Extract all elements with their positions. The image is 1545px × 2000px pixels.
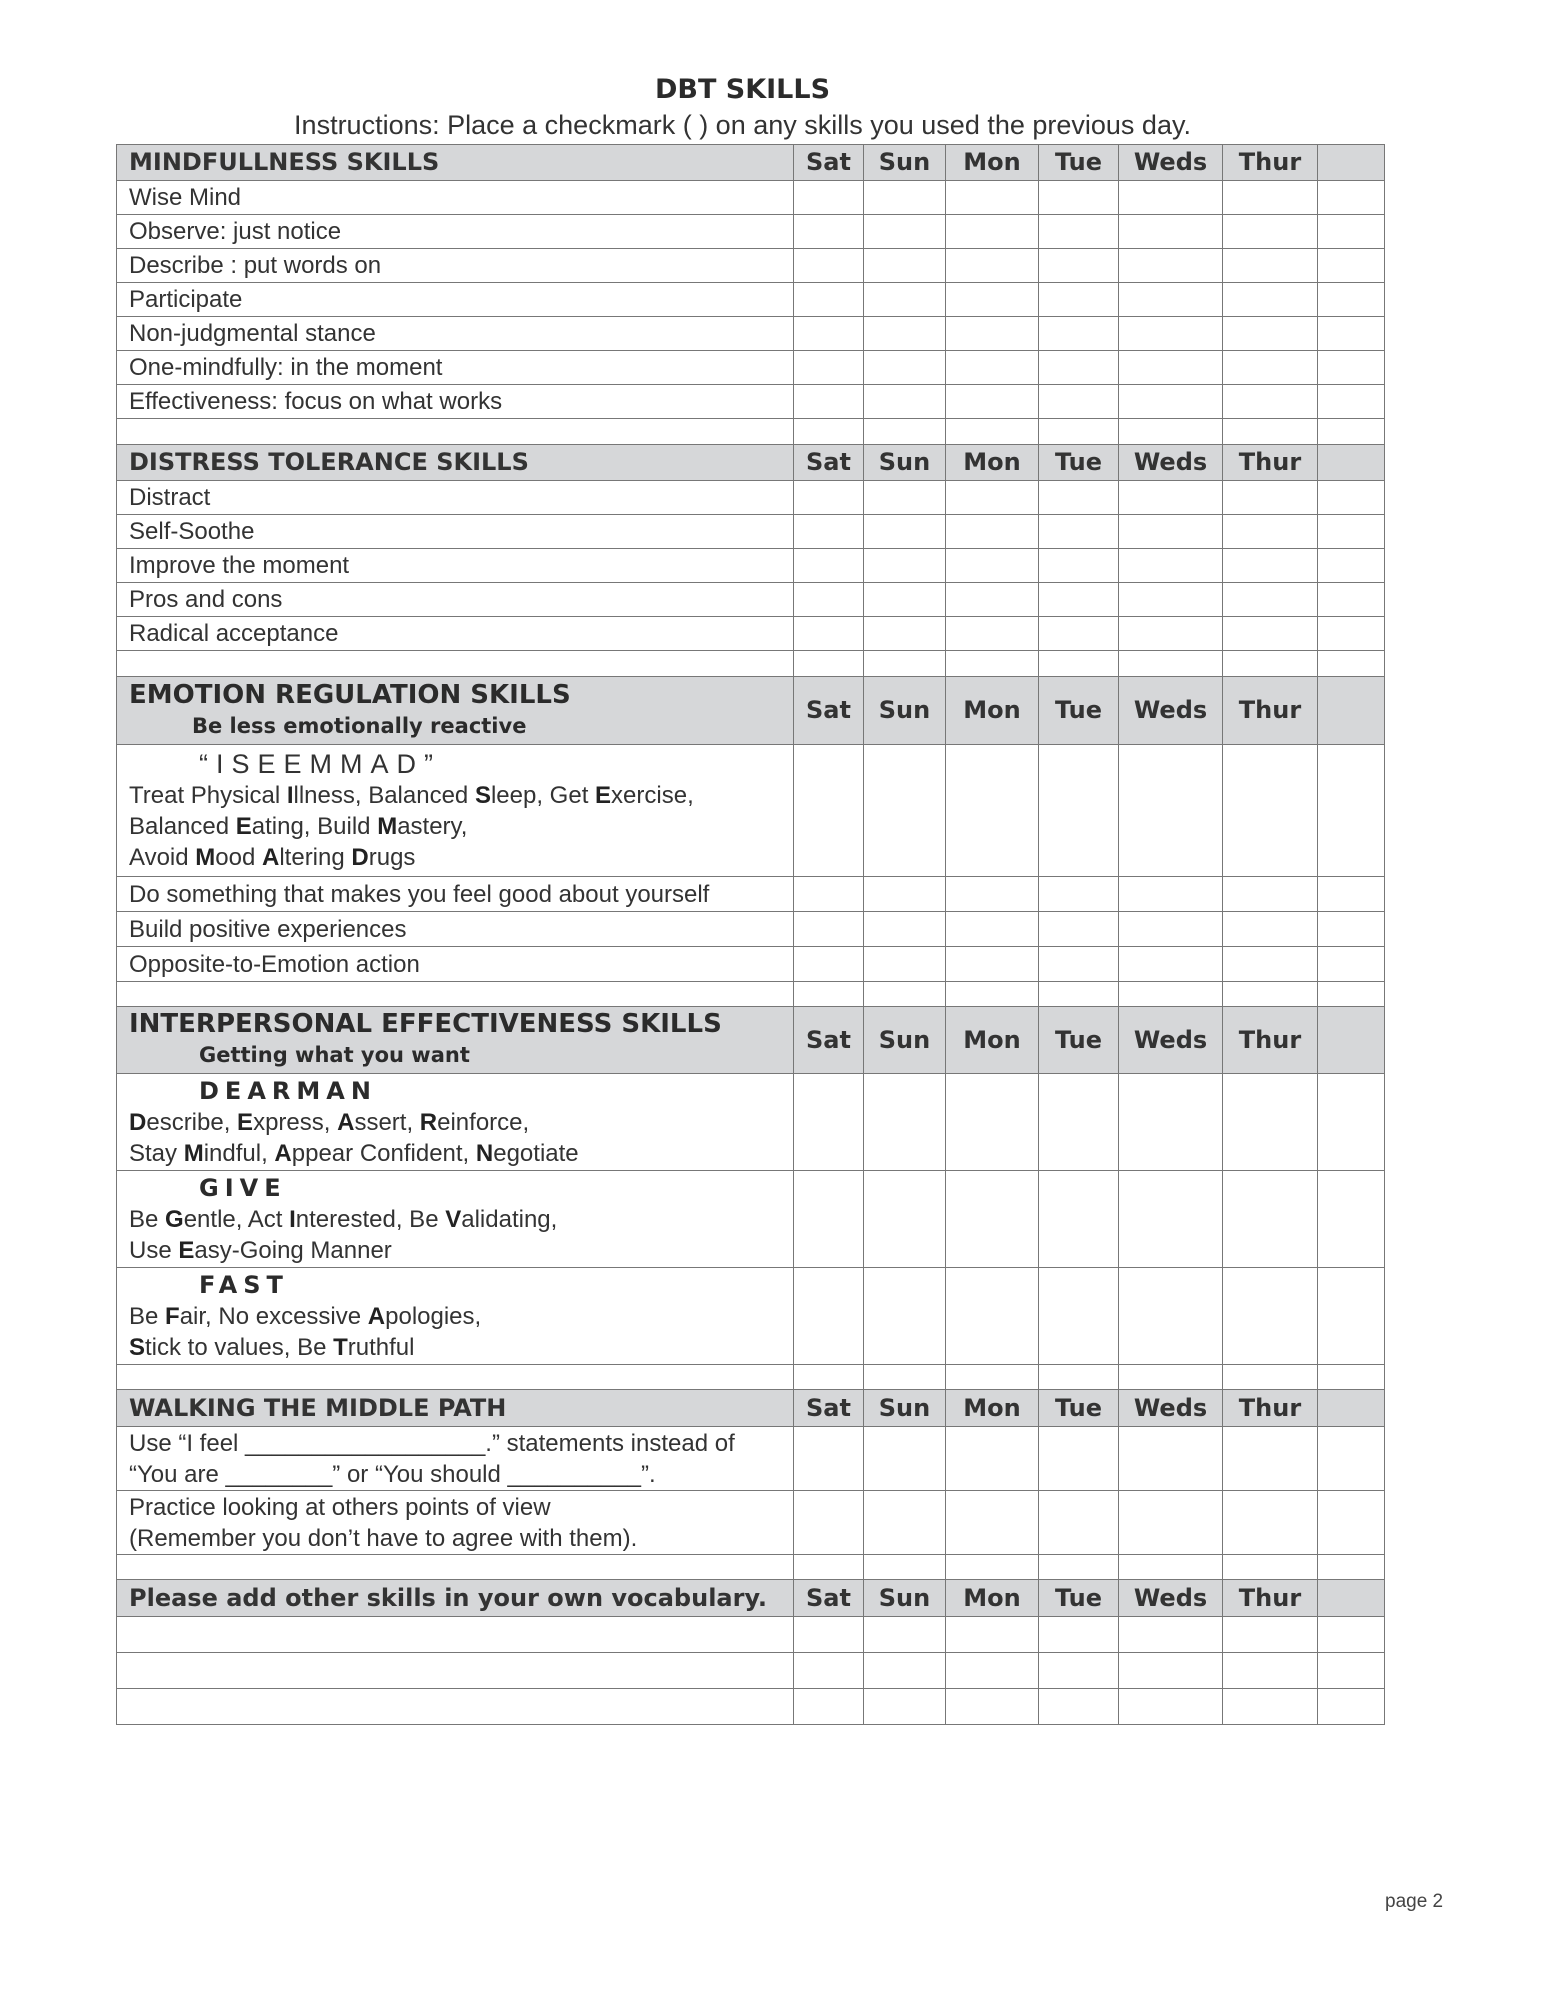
day-header-sat: Sat: [794, 677, 864, 745]
check-cell[interactable]: [1318, 351, 1385, 385]
skill-row: [117, 215, 1385, 249]
check-cell[interactable]: [1119, 283, 1223, 317]
check-cell[interactable]: [1223, 745, 1318, 877]
check-cell[interactable]: [794, 283, 864, 317]
day-header-mon: Mon: [946, 445, 1039, 481]
check-cell[interactable]: [1223, 1074, 1318, 1171]
check-cell[interactable]: [1119, 617, 1223, 651]
day-header-sat: Sat: [794, 1007, 864, 1074]
check-cell[interactable]: [1318, 1617, 1385, 1653]
check-cell[interactable]: [1119, 912, 1223, 947]
emotion-header-cell: [117, 677, 794, 745]
check-cell[interactable]: [864, 583, 946, 617]
day-header-thur: Thur: [1223, 677, 1318, 745]
check-cell[interactable]: [946, 351, 1039, 385]
check-cell[interactable]: [946, 877, 1039, 912]
blank-skill-input[interactable]: [117, 1617, 794, 1653]
check-cell[interactable]: [1039, 351, 1119, 385]
day-header-thur: Thur: [1223, 1580, 1318, 1617]
check-cell[interactable]: [794, 1074, 864, 1171]
check-cell[interactable]: [946, 385, 1039, 419]
skill-label: Self-Soothe: [117, 515, 794, 549]
day-header-blank: [1318, 1007, 1385, 1074]
check-cell[interactable]: [794, 745, 864, 877]
give-line-1: Be Gentle, Act Interested, Be Validating,: [129, 1205, 558, 1233]
check-cell[interactable]: [1119, 1427, 1223, 1491]
check-cell[interactable]: [1223, 283, 1318, 317]
check-cell[interactable]: [1039, 745, 1119, 877]
interpersonal-title: INTERPERSONAL EFFECTIVENESS SKILLS: [129, 1009, 722, 1039]
check-cell[interactable]: [1318, 583, 1385, 617]
skill-label: Wise Mind: [117, 181, 794, 215]
day-header-mon: Mon: [946, 1390, 1039, 1427]
check-cell[interactable]: [1119, 745, 1223, 877]
check-cell[interactable]: [1119, 351, 1223, 385]
check-cell[interactable]: [1039, 877, 1119, 912]
check-cell[interactable]: [794, 1171, 864, 1268]
emotion-header-row: [117, 677, 1385, 745]
fast-cell: [117, 1268, 794, 1365]
day-header-weds: Weds: [1119, 1580, 1223, 1617]
day-header-thur: Thur: [1223, 145, 1318, 181]
check-cell[interactable]: [1318, 515, 1385, 549]
check-cell[interactable]: [946, 617, 1039, 651]
check-cell[interactable]: [1039, 1171, 1119, 1268]
skill-row: [117, 283, 1385, 317]
check-cell[interactable]: [1119, 481, 1223, 515]
day-header-mon: Mon: [946, 1007, 1039, 1074]
check-cell[interactable]: [1039, 385, 1119, 419]
day-header-weds: Weds: [1119, 677, 1223, 745]
check-cell[interactable]: [946, 317, 1039, 351]
check-cell[interactable]: [794, 1617, 864, 1653]
check-cell[interactable]: [1223, 1491, 1318, 1555]
check-cell[interactable]: [1039, 1617, 1119, 1653]
check-cell[interactable]: [1119, 549, 1223, 583]
check-cell[interactable]: [864, 351, 946, 385]
day-header-sat: Sat: [794, 1580, 864, 1617]
skill-label: Improve the moment: [117, 549, 794, 583]
fast-acronym: FAST: [199, 1270, 289, 1299]
other-header-row: [117, 1580, 1385, 1617]
other-title: Please add other skills in your own vocabulary.: [117, 1580, 794, 1617]
check-cell[interactable]: [1119, 385, 1223, 419]
skill-label: Participate: [117, 283, 794, 317]
page-title: DBT SKILLS: [654, 74, 831, 105]
spacer-row: [117, 982, 1385, 1007]
skill-label: Do something that makes you feel good about yourself: [117, 877, 794, 912]
check-cell[interactable]: [864, 1427, 946, 1491]
day-header-blank: [1318, 1580, 1385, 1617]
check-cell[interactable]: [1119, 947, 1223, 982]
check-cell[interactable]: [1223, 947, 1318, 982]
skill-label: Describe : put words on: [117, 249, 794, 283]
day-header-tue: Tue: [1039, 677, 1119, 745]
iseemmad-line-3: Avoid Mood Altering Drugs: [129, 843, 416, 871]
spacer-row: [117, 1365, 1385, 1390]
day-header-sun: Sun: [864, 1390, 946, 1427]
check-cell[interactable]: [864, 283, 946, 317]
check-cell[interactable]: [1223, 515, 1318, 549]
check-cell[interactable]: [1119, 1268, 1223, 1365]
check-cell[interactable]: [1223, 1617, 1318, 1653]
check-cell[interactable]: [1039, 317, 1119, 351]
check-cell[interactable]: [794, 912, 864, 947]
check-cell[interactable]: [1119, 515, 1223, 549]
skill-row-give: [117, 1171, 1385, 1268]
check-cell[interactable]: [1318, 617, 1385, 651]
check-cell[interactable]: [1223, 583, 1318, 617]
skill-label-points-of-view: Practice looking at others points of view (Remember you don’t have to agree with them).: [117, 1491, 794, 1555]
skill-label: Non-judgmental stance: [117, 317, 794, 351]
check-cell[interactable]: [794, 877, 864, 912]
check-cell[interactable]: [946, 912, 1039, 947]
check-cell[interactable]: [1039, 1653, 1119, 1689]
check-cell[interactable]: [864, 1653, 946, 1689]
check-cell[interactable]: [1318, 181, 1385, 215]
day-header-blank: [1318, 445, 1385, 481]
interpersonal-header-row: [117, 1007, 1385, 1074]
check-cell[interactable]: [1119, 181, 1223, 215]
check-cell[interactable]: [1039, 515, 1119, 549]
blank-skill-row: [117, 1689, 1385, 1725]
dearman-line-2: Stay Mindful, Appear Confident, Negotiate: [129, 1139, 579, 1167]
dearman-line-1: Describe, Express, Assert, Reinforce,: [129, 1108, 530, 1136]
skill-label: Effectiveness: focus on what works: [117, 385, 794, 419]
fast-line-2: Stick to values, Be Truthful: [129, 1333, 415, 1361]
check-cell[interactable]: [864, 912, 946, 947]
check-cell[interactable]: [1223, 877, 1318, 912]
skill-row: [117, 1491, 1385, 1555]
check-cell[interactable]: [946, 249, 1039, 283]
give-cell: [117, 1171, 794, 1268]
check-cell[interactable]: [1318, 1171, 1385, 1268]
mindfulness-header-row: [117, 145, 1385, 181]
middle-header-row: [117, 1390, 1385, 1427]
check-cell[interactable]: [1318, 912, 1385, 947]
check-cell[interactable]: [1223, 351, 1318, 385]
check-cell[interactable]: [1039, 249, 1119, 283]
check-cell[interactable]: [794, 947, 864, 982]
day-header-sat: Sat: [794, 1390, 864, 1427]
check-cell[interactable]: [1318, 385, 1385, 419]
day-header-sun: Sun: [864, 145, 946, 181]
check-cell[interactable]: [794, 1427, 864, 1491]
check-cell[interactable]: [864, 515, 946, 549]
check-cell[interactable]: [1119, 215, 1223, 249]
skill-row: [117, 249, 1385, 283]
day-header-mon: Mon: [946, 1580, 1039, 1617]
skill-label: One-mindfully: in the moment: [117, 351, 794, 385]
dearman-acronym: DEARMAN: [199, 1076, 377, 1105]
check-cell[interactable]: [1318, 283, 1385, 317]
check-cell[interactable]: [794, 249, 864, 283]
check-cell[interactable]: [1039, 481, 1119, 515]
day-header-sat: Sat: [794, 445, 864, 481]
check-cell[interactable]: [1318, 745, 1385, 877]
check-cell[interactable]: [1039, 283, 1119, 317]
check-cell[interactable]: [1119, 877, 1223, 912]
skill-row: [117, 515, 1385, 549]
check-cell[interactable]: [1318, 249, 1385, 283]
check-cell[interactable]: [1119, 1689, 1223, 1725]
emotion-title: EMOTION REGULATION SKILLS: [129, 679, 571, 710]
day-header-weds: Weds: [1119, 1390, 1223, 1427]
skill-row: [117, 583, 1385, 617]
skill-row: [117, 1427, 1385, 1491]
skill-row: [117, 351, 1385, 385]
blank-skill-input[interactable]: [117, 1653, 794, 1689]
check-cell[interactable]: [946, 745, 1039, 877]
check-cell[interactable]: [864, 249, 946, 283]
check-cell[interactable]: [1318, 947, 1385, 982]
check-cell[interactable]: [1119, 583, 1223, 617]
check-cell[interactable]: [794, 481, 864, 515]
iseemmad-acronym: “ISEEMMAD”: [199, 748, 441, 779]
skill-row: [117, 181, 1385, 215]
check-cell[interactable]: [946, 947, 1039, 982]
check-cell[interactable]: [1039, 947, 1119, 982]
day-header-blank: [1318, 145, 1385, 181]
check-cell[interactable]: [794, 515, 864, 549]
check-cell[interactable]: [1223, 1268, 1318, 1365]
distress-header-row: [117, 445, 1385, 481]
blank-skill-input[interactable]: [117, 1689, 794, 1725]
check-cell[interactable]: [1318, 1491, 1385, 1555]
spacer-row: [117, 419, 1385, 445]
day-header-mon: Mon: [946, 145, 1039, 181]
check-cell[interactable]: [946, 1689, 1039, 1725]
check-cell[interactable]: [794, 215, 864, 249]
day-header-weds: Weds: [1119, 145, 1223, 181]
day-header-thur: Thur: [1223, 1007, 1318, 1074]
check-cell[interactable]: [794, 1689, 864, 1725]
skill-row: [117, 317, 1385, 351]
check-cell[interactable]: [864, 181, 946, 215]
check-cell[interactable]: [1119, 1491, 1223, 1555]
spacer-row: [117, 651, 1385, 677]
check-cell[interactable]: [794, 583, 864, 617]
check-cell[interactable]: [864, 1491, 946, 1555]
skill-label: Observe: just notice: [117, 215, 794, 249]
blank-skill-row: [117, 1617, 1385, 1653]
skill-row: [117, 385, 1385, 419]
check-cell[interactable]: [1223, 1427, 1318, 1491]
check-cell[interactable]: [1039, 1268, 1119, 1365]
check-cell[interactable]: [1318, 1653, 1385, 1689]
check-cell[interactable]: [864, 385, 946, 419]
check-cell[interactable]: [864, 1617, 946, 1653]
spacer-row: [117, 1555, 1385, 1580]
check-cell[interactable]: [1039, 1689, 1119, 1725]
check-cell[interactable]: [864, 745, 946, 877]
check-cell[interactable]: [794, 1491, 864, 1555]
day-header-weds: Weds: [1119, 445, 1223, 481]
check-cell[interactable]: [1318, 215, 1385, 249]
day-header-blank: [1318, 677, 1385, 745]
skill-label: Radical acceptance: [117, 617, 794, 651]
skill-label: Build positive experiences: [117, 912, 794, 947]
skill-row: [117, 912, 1385, 947]
check-cell[interactable]: [1318, 317, 1385, 351]
day-header-tue: Tue: [1039, 1580, 1119, 1617]
check-cell[interactable]: [1318, 481, 1385, 515]
skill-label: Opposite-to-Emotion action: [117, 947, 794, 982]
check-cell[interactable]: [946, 1653, 1039, 1689]
instructions: Instructions: Place a checkmark ( ) on any skills you used the previous day.: [294, 110, 1191, 140]
check-cell[interactable]: [1223, 317, 1318, 351]
skill-row: [117, 617, 1385, 651]
check-cell[interactable]: [1318, 877, 1385, 912]
skill-label: Distract: [117, 481, 794, 515]
check-cell[interactable]: [946, 1491, 1039, 1555]
skill-row: [117, 877, 1385, 912]
check-cell[interactable]: [1318, 549, 1385, 583]
check-cell[interactable]: [1223, 249, 1318, 283]
check-cell[interactable]: [946, 481, 1039, 515]
blank-skill-row: [117, 1653, 1385, 1689]
check-cell[interactable]: [1223, 912, 1318, 947]
check-cell[interactable]: [1119, 317, 1223, 351]
skill-row-dearman: [117, 1074, 1385, 1171]
check-cell[interactable]: [1318, 1268, 1385, 1365]
distress-title: DISTRESS TOLERANCE SKILLS: [117, 445, 794, 481]
check-cell[interactable]: [794, 351, 864, 385]
check-cell[interactable]: [864, 215, 946, 249]
give-acronym: GIVE: [199, 1173, 287, 1202]
check-cell[interactable]: [1318, 1689, 1385, 1725]
check-cell[interactable]: [794, 617, 864, 651]
check-cell[interactable]: [946, 181, 1039, 215]
check-cell[interactable]: [794, 1268, 864, 1365]
day-header-tue: Tue: [1039, 1390, 1119, 1427]
check-cell[interactable]: [1119, 249, 1223, 283]
check-cell[interactable]: [794, 1653, 864, 1689]
check-cell[interactable]: [1223, 181, 1318, 215]
give-line-2: Use Easy-Going Manner: [129, 1236, 392, 1264]
iseemmad-line-2: Balanced Eating, Build Mastery,: [129, 812, 468, 840]
skill-row: [117, 549, 1385, 583]
check-cell[interactable]: [1119, 1074, 1223, 1171]
check-cell[interactable]: [1119, 1653, 1223, 1689]
check-cell[interactable]: [1039, 583, 1119, 617]
day-header-tue: Tue: [1039, 445, 1119, 481]
check-cell[interactable]: [1039, 549, 1119, 583]
check-cell[interactable]: [864, 877, 946, 912]
check-cell[interactable]: [1039, 215, 1119, 249]
check-cell[interactable]: [864, 947, 946, 982]
skills-table: [116, 144, 1385, 1725]
day-header-sun: Sun: [864, 1580, 946, 1617]
day-header-tue: Tue: [1039, 1007, 1119, 1074]
check-cell[interactable]: [794, 549, 864, 583]
check-cell[interactable]: [1039, 181, 1119, 215]
check-cell[interactable]: [1223, 1653, 1318, 1689]
interpersonal-subtitle: Getting what you want: [199, 1043, 470, 1067]
check-cell[interactable]: [864, 1689, 946, 1725]
check-cell[interactable]: [1119, 1171, 1223, 1268]
day-header-thur: Thur: [1223, 1390, 1318, 1427]
skill-row: [117, 947, 1385, 982]
fast-line-1: Be Fair, No excessive Apologies,: [129, 1302, 482, 1330]
skill-row-fast: [117, 1268, 1385, 1365]
skill-label-i-feel: Use “I feel __________________.” statements instead of “You are ________” or “You should __________”.: [117, 1427, 794, 1491]
day-header-blank: [1318, 1390, 1385, 1427]
day-header-mon: Mon: [946, 677, 1039, 745]
day-header-weds: Weds: [1119, 1007, 1223, 1074]
page-number: page 2: [1385, 1891, 1444, 1912]
check-cell[interactable]: [946, 215, 1039, 249]
check-cell[interactable]: [1039, 1074, 1119, 1171]
check-cell[interactable]: [946, 1171, 1039, 1268]
day-header-tue: Tue: [1039, 145, 1119, 181]
check-cell[interactable]: [794, 317, 864, 351]
check-cell[interactable]: [864, 617, 946, 651]
check-cell[interactable]: [794, 181, 864, 215]
check-cell[interactable]: [1223, 549, 1318, 583]
check-cell[interactable]: [946, 283, 1039, 317]
check-cell[interactable]: [946, 1427, 1039, 1491]
check-cell[interactable]: [864, 1074, 946, 1171]
check-cell[interactable]: [864, 317, 946, 351]
check-cell[interactable]: [1223, 1689, 1318, 1725]
middle-title: WALKING THE MIDDLE PATH: [117, 1390, 794, 1427]
check-cell[interactable]: [1039, 617, 1119, 651]
mindfulness-title: MINDFULLNESS SKILLS: [117, 145, 794, 181]
dearman-cell: [117, 1074, 794, 1171]
check-cell[interactable]: [1223, 481, 1318, 515]
check-cell[interactable]: [946, 1617, 1039, 1653]
day-header-sat: Sat: [794, 145, 864, 181]
check-cell[interactable]: [946, 1268, 1039, 1365]
check-cell[interactable]: [946, 549, 1039, 583]
day-header-sun: Sun: [864, 677, 946, 745]
check-cell[interactable]: [1039, 1427, 1119, 1491]
day-header-thur: Thur: [1223, 445, 1318, 481]
check-cell[interactable]: [1039, 1491, 1119, 1555]
check-cell[interactable]: [946, 1074, 1039, 1171]
day-header-sun: Sun: [864, 445, 946, 481]
check-cell[interactable]: [946, 515, 1039, 549]
emotion-subtitle: Be less emotionally reactive: [192, 713, 527, 738]
day-header-sun: Sun: [864, 1007, 946, 1074]
check-cell[interactable]: [864, 549, 946, 583]
check-cell[interactable]: [1223, 215, 1318, 249]
iseemmad-line-1: Treat Physical Illness, Balanced Sleep, Get Exercise,: [129, 781, 694, 809]
check-cell[interactable]: [1223, 617, 1318, 651]
check-cell[interactable]: [1318, 1074, 1385, 1171]
check-cell[interactable]: [794, 385, 864, 419]
check-cell[interactable]: [1223, 385, 1318, 419]
skill-row-iseemmad: [117, 745, 1385, 877]
skill-label: Pros and cons: [117, 583, 794, 617]
check-cell[interactable]: [946, 583, 1039, 617]
check-cell[interactable]: [864, 1268, 946, 1365]
check-cell[interactable]: [1223, 1171, 1318, 1268]
check-cell[interactable]: [1119, 1617, 1223, 1653]
check-cell[interactable]: [864, 1171, 946, 1268]
skill-row: [117, 481, 1385, 515]
check-cell[interactable]: [1039, 912, 1119, 947]
check-cell[interactable]: [864, 481, 946, 515]
interpersonal-header-cell: [117, 1007, 794, 1074]
iseemmad-cell: [117, 745, 794, 877]
check-cell[interactable]: [1318, 1427, 1385, 1491]
